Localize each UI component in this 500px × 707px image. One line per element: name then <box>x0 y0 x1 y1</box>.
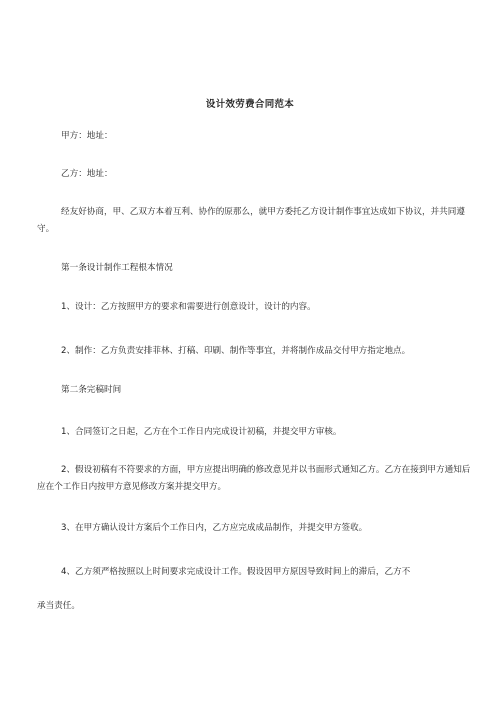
section-heading-2: 第二条完稿时间 <box>61 385 122 395</box>
clause-2-4-continued: 承当责任。 <box>37 601 80 611</box>
document-title: 设计效劳费合同范本 <box>205 99 295 110</box>
clause-2-3: 3、在甲方确认设计方案后个工作日内，乙方应完成成品制作，并提交甲方签收。 <box>61 523 368 533</box>
intro-paragraph: 经友好协商，甲、乙双方本着互利、协作的原那么，就甲方委托乙方设计制作事宜达成如下协议，并共同遵守。 <box>37 207 465 234</box>
clause-2-1: 1、合同签订之日起，乙方在个工作日内完成设计初稿，并提交甲方审核。 <box>61 427 342 437</box>
clause-2-2: 2、假设初稿有不符要求的方面，甲方应提出明确的修改意见并以书面形式通知乙方。乙方在接到甲方通知后应在个工作日内按甲方意见修改方案并提交甲方。 <box>37 465 471 492</box>
party-a-line: 甲方：地址： <box>61 131 113 141</box>
party-b-line: 乙方：地址： <box>61 169 113 179</box>
clause-1-1: 1、设计：乙方按照甲方的要求和需要进行创意设计，设计的内容。 <box>61 302 316 312</box>
clause-2-4: 4、乙方须严格按照以上时间要求完成设计工作。假设因甲方原因导致时间上的滞后，乙方不 <box>61 567 411 577</box>
clause-1-2: 2、制作：乙方负责安排菲林、打稿、印刷、制作等事宜，并将制作成品交付甲方指定地点。 <box>61 346 411 356</box>
section-heading-1: 第一条设计制作工程根本情况 <box>61 263 173 273</box>
